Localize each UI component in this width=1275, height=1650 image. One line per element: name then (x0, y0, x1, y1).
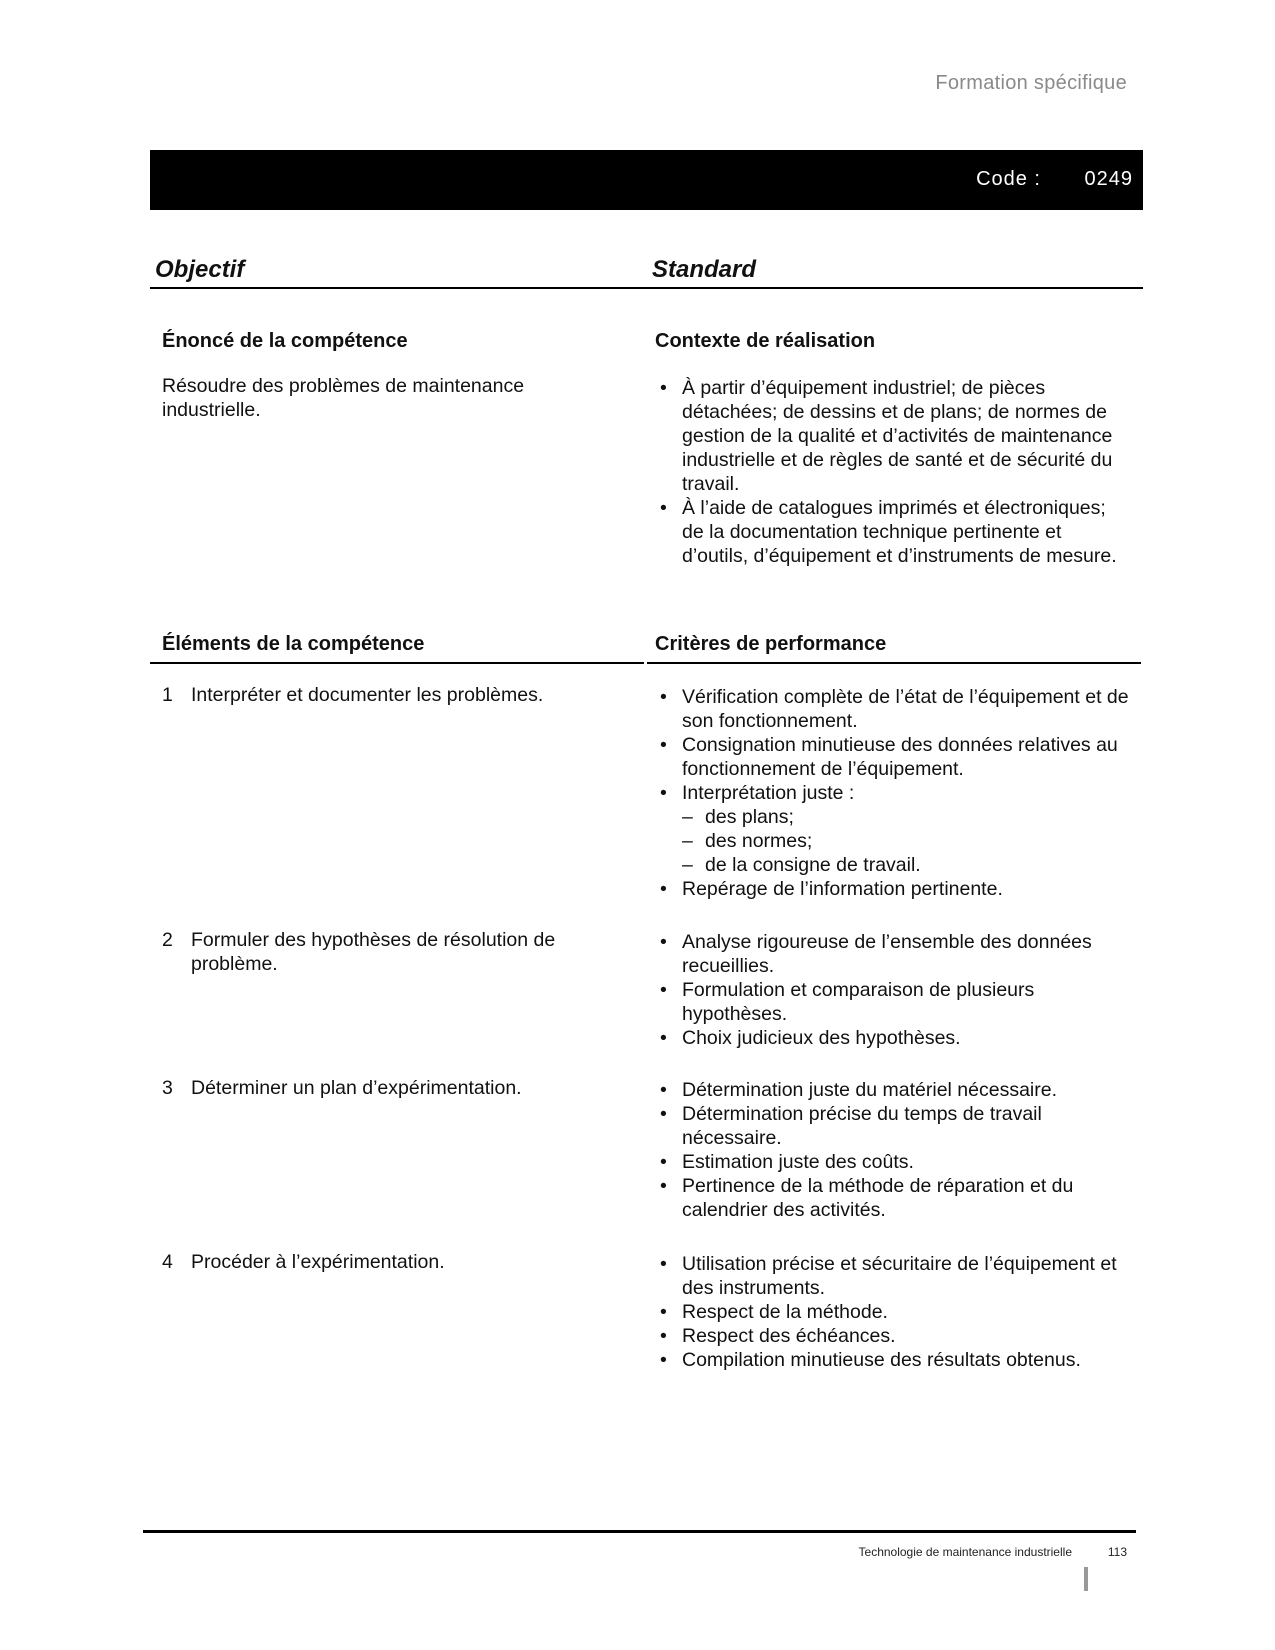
page-number: 113 (1107, 1545, 1127, 1559)
elements-divider (150, 662, 644, 664)
criteria-list-2 (660, 930, 1130, 1050)
list-item: • Formulation et comparaison de plusieurs hypothèses. (660, 978, 1130, 1026)
code-label: Code : (976, 168, 1041, 190)
list-item: • Estimation juste des coûts. (660, 1150, 1130, 1174)
element-text: Formuler des hypothèses de résolution de problème. (191, 929, 556, 975)
criteria-list-3 (660, 1078, 1130, 1222)
elements-heading: Éléments de la compétence (162, 633, 425, 655)
element-text: Déterminer un plan d’expérimentation. (191, 1077, 522, 1099)
list-item: • Respect des échéances. (660, 1324, 1130, 1348)
sub-list (682, 805, 1130, 877)
list-item: • À l’aide de catalogues imprimés et électroniques; de la documentation technique pertinente et d’outils, d’équipement et d’instruments de mesure. (660, 496, 1130, 568)
contexte-heading: Contexte de réalisation (655, 330, 876, 352)
enonce-text: Résoudre des problèmes de maintenance industrielle. (162, 375, 525, 421)
element-number: 2 (162, 929, 173, 951)
element-text: Interpréter et documenter les problèmes. (191, 684, 544, 706)
element-number: 3 (162, 1077, 173, 1099)
list-item (660, 781, 1130, 877)
sub-list-item: – des normes; (682, 829, 1130, 853)
footer-divider (143, 1530, 1136, 1533)
criteres-divider (647, 662, 1141, 664)
list-item: • Compilation minutieuse des résultats obtenus. (660, 1348, 1130, 1372)
sub-list-item: – des plans; (682, 805, 1130, 829)
list-item: • Vérification complète de l’état de l’équipement et de son fonctionnement. (660, 685, 1130, 733)
list-item: • Consignation minutieuse des données relatives au fonctionnement de l’équipement. (660, 733, 1130, 781)
list-item: • Choix judicieux des hypothèses. (660, 1026, 1130, 1050)
list-item: • Repérage de l’information pertinente. (660, 877, 1130, 901)
footer-title: Technologie de maintenance industrielle (858, 1545, 1072, 1559)
contexte-list (660, 376, 1130, 568)
standard-heading: Standard (652, 256, 757, 283)
code-value: 0249 (1084, 168, 1133, 190)
element-text: Procéder à l’expérimentation. (191, 1251, 445, 1273)
section-title: Formation spécifique (935, 72, 1127, 94)
heading-divider (150, 287, 1143, 289)
element-number: 4 (162, 1251, 173, 1273)
criteres-heading: Critères de performance (655, 633, 887, 655)
criteria-list-4 (660, 1252, 1130, 1372)
element-number: 1 (162, 684, 173, 706)
footer-marker (1084, 1567, 1088, 1591)
enonce-heading: Énoncé de la compétence (162, 330, 408, 352)
list-item: • Analyse rigoureuse de l’ensemble des données recueillies. (660, 930, 1130, 978)
list-item: • Détermination juste du matériel nécessaire. (660, 1078, 1130, 1102)
objectif-heading: Objectif (155, 256, 245, 283)
criteria-text: Interprétation juste : (682, 782, 855, 804)
list-item: • Utilisation précise et sécuritaire de l’équipement et des instruments. (660, 1252, 1130, 1300)
criteria-list-1 (660, 685, 1130, 901)
code-band (150, 150, 1143, 210)
sub-list-item: – de la consigne de travail. (682, 853, 1130, 877)
list-item: • Pertinence de la méthode de réparation et du calendrier des activités. (660, 1174, 1130, 1222)
list-item: • Respect de la méthode. (660, 1300, 1130, 1324)
list-item: • À partir d’équipement industriel; de pièces détachées; de dessins et de plans; de normes de gestion de la qualité et d’activités de maintenance industrielle et de règles de santé et de sécurité du travail. (660, 376, 1130, 496)
list-item: • Détermination précise du temps de travail nécessaire. (660, 1102, 1130, 1150)
